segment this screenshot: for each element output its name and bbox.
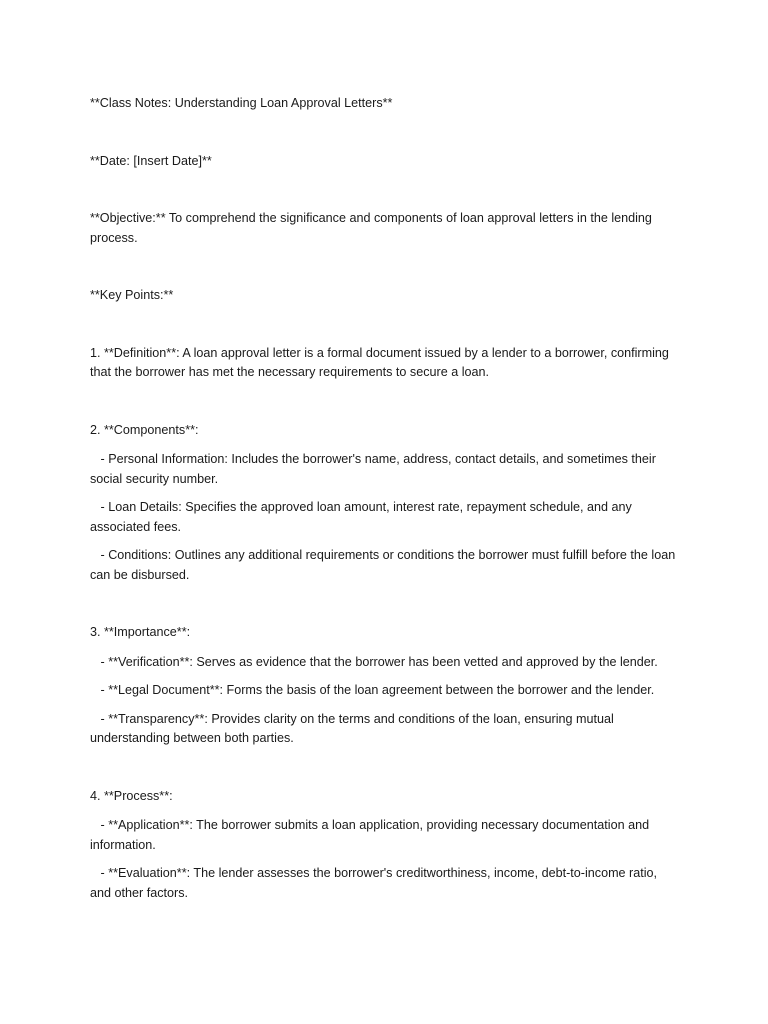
document-title: **Class Notes: Understanding Loan Approval Letters** bbox=[90, 96, 393, 110]
components-heading: 2. **Components**: bbox=[90, 422, 199, 437]
components-item: - Loan Details: Specifies the approved loan amount, interest rate, repayment schedule, and any associated fees. bbox=[90, 500, 636, 534]
importance-item: - **Legal Document**: Forms the basis of the loan agreement between the borrower and the lender. bbox=[90, 683, 655, 697]
key-points-heading: **Key Points:** bbox=[90, 288, 174, 302]
components-item: - Conditions: Outlines any additional requirements or conditions the borrower must fulfill before the loan can be disbursed. bbox=[90, 548, 679, 582]
objective-paragraph: **Objective:** To comprehend the significance and components of loan approval letters in the lending process. bbox=[90, 211, 656, 245]
process-item: - **Application**: The borrower submits a loan application, providing necessary documentation and information. bbox=[90, 818, 653, 852]
importance-heading: 3. **Importance**: bbox=[90, 625, 191, 639]
components-item: - Personal Information: Includes the borrower's name, address, contact details, and sometimes their social security number. bbox=[90, 452, 660, 486]
process-heading: 4. **Process**: bbox=[90, 788, 173, 803]
process-item: - **Evaluation**: The lender assesses the borrower's creditworthiness, income, debt-to-income ratio, and other factors. bbox=[90, 866, 661, 900]
definition-paragraph: 1. **Definition**: A loan approval letter is a formal document issued by a lender to a borrower, confirming that the borrower has met the necessary requirements to secure a loan. bbox=[90, 345, 673, 379]
importance-item: - **Verification**: Serves as evidence that the borrower has been vetted and approved by the lender. bbox=[90, 654, 658, 669]
document-date: **Date: [Insert Date]** bbox=[90, 153, 212, 168]
importance-item: - **Transparency**: Provides clarity on the terms and conditions of the loan, ensuring mutual understanding between both parties. bbox=[90, 711, 618, 745]
document-body bbox=[90, 94, 680, 912]
